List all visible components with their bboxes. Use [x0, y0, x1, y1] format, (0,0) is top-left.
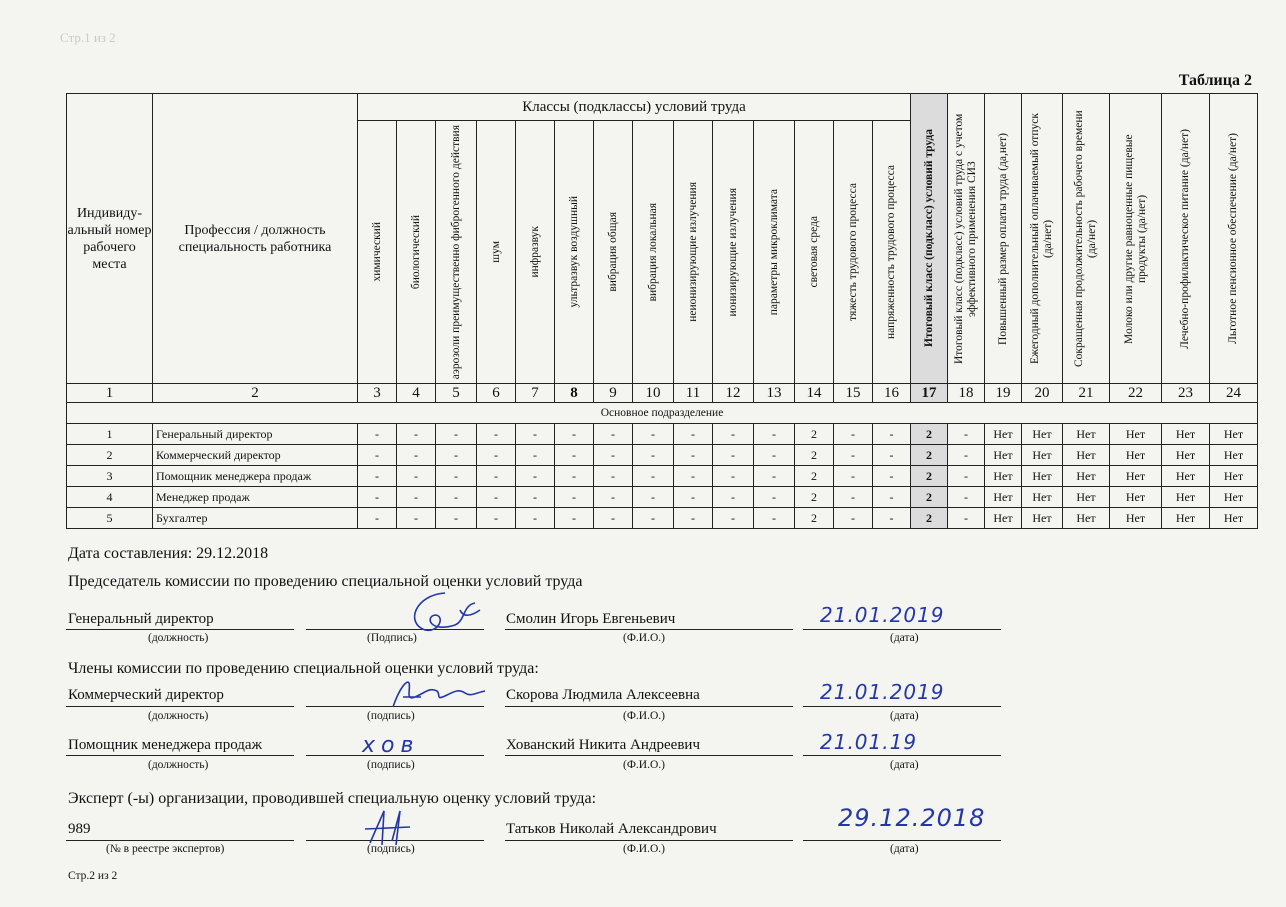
table-cell: -	[754, 445, 795, 466]
table-cell: -	[633, 487, 674, 508]
factor-header: световая среда	[795, 121, 834, 384]
header-extra-leave: Ежегодный дополнительный оплачиваемый отпуск (да/нет)	[1022, 94, 1063, 384]
label-fio: (Ф.И.О.)	[623, 632, 665, 644]
table-cell: -	[674, 445, 713, 466]
table-cell: -	[834, 445, 873, 466]
factor-header: инфразвук	[516, 121, 555, 384]
column-number: 7	[516, 384, 555, 403]
table-cell: Нет	[1162, 508, 1210, 529]
table-cell: 2	[795, 508, 834, 529]
table-cell: Нет	[985, 508, 1022, 529]
table-cell: Нет	[1022, 424, 1063, 445]
table-cell: -	[948, 424, 985, 445]
column-number: 23	[1162, 384, 1210, 403]
table-cell: Нет	[1210, 445, 1258, 466]
table-cell: Нет	[1110, 487, 1162, 508]
table-cell: Нет	[1162, 466, 1210, 487]
table-cell: Нет	[1210, 424, 1258, 445]
ghost-page-number: Стр.1 из 2	[60, 30, 116, 45]
table-cell: -	[358, 466, 397, 487]
members-title: Члены комиссии по проведению специальной оценки условий труда:	[68, 660, 539, 677]
table-cell: Нет	[985, 466, 1022, 487]
table-cell: Нет	[1110, 445, 1162, 466]
column-number: 11	[674, 384, 713, 403]
table-cell: 2	[911, 424, 948, 445]
table-cell: -	[948, 487, 985, 508]
table-cell: -	[674, 487, 713, 508]
factor-header: ионизирующие излучения	[713, 121, 754, 384]
table-title: Таблица 2	[1178, 72, 1252, 89]
column-number: 4	[397, 384, 436, 403]
table-cell: -	[948, 445, 985, 466]
label-date: (дата)	[890, 710, 919, 722]
table-cell: 2	[911, 487, 948, 508]
expert-name: Татьков Николай Александрович	[506, 821, 717, 837]
chair-position: Генеральный директор	[68, 611, 214, 627]
profession: Коммерческий директор	[153, 445, 358, 466]
table-cell: -	[754, 487, 795, 508]
label-registry: (№ в реестре экспертов)	[106, 843, 225, 855]
table-cell: -	[754, 508, 795, 529]
table-cell: -	[873, 508, 911, 529]
header-classes: Классы (подклассы) условий труда	[358, 94, 911, 121]
chair-title: Председатель комиссии по проведению специальной оценки условий труда	[68, 573, 583, 590]
label-signature: (Подпись)	[367, 632, 417, 644]
table-cell: -	[516, 508, 555, 529]
table-cell: Нет	[1022, 466, 1063, 487]
column-number: 10	[633, 384, 674, 403]
header-profession: Профессия / должность специальность работника	[153, 94, 358, 384]
chair-name: Смолин Игорь Евгеньевич	[506, 611, 676, 627]
column-number: 24	[1210, 384, 1258, 403]
label-fio: (Ф.И.О.)	[623, 710, 665, 722]
table-cell: -	[633, 508, 674, 529]
column-number: 22	[1110, 384, 1162, 403]
table-cell: -	[555, 466, 594, 487]
factor-header: вибрация общая	[594, 121, 633, 384]
chair-date-handwritten: 21.01.2019	[820, 603, 945, 627]
table-cell: -	[674, 466, 713, 487]
column-number: 18	[948, 384, 985, 403]
page-footer: Стр.2 из 2	[68, 870, 118, 882]
table-cell: -	[834, 466, 873, 487]
table-cell: -	[516, 445, 555, 466]
column-number: 9	[594, 384, 633, 403]
table-cell: -	[594, 424, 633, 445]
label-date: (дата)	[890, 843, 919, 855]
table-cell: -	[633, 445, 674, 466]
table-cell: -	[834, 424, 873, 445]
table-row	[67, 508, 1258, 529]
table-cell: -	[674, 424, 713, 445]
factor-header: биологический	[397, 121, 436, 384]
table-cell: -	[834, 487, 873, 508]
table-cell: -	[358, 424, 397, 445]
table-cell: -	[397, 487, 436, 508]
factor-header: тяжесть трудового процесса	[834, 121, 873, 384]
table-cell: -	[436, 466, 477, 487]
label-signature: (подпись)	[367, 710, 415, 722]
table-cell: -	[713, 487, 754, 508]
header-reduced-hours: Сокращенная продолжительность рабочего времени (да/нет)	[1063, 94, 1110, 384]
header-milk: Молоко или другие равноценные пищевые продукты (да/нет)	[1110, 94, 1162, 384]
table-cell: -	[713, 466, 754, 487]
table-cell: 2	[795, 466, 834, 487]
table-cell: -	[555, 424, 594, 445]
header-increased-pay: Повышенный размер оплаты труда (да,нет)	[985, 94, 1022, 384]
table-cell: -	[397, 424, 436, 445]
table-cell: -	[477, 424, 516, 445]
table-cell: 2	[795, 424, 834, 445]
table-cell: -	[948, 508, 985, 529]
table-row	[67, 466, 1258, 487]
table-cell: 2	[911, 445, 948, 466]
member2-signature: хов	[362, 733, 420, 758]
table-cell: -	[754, 466, 795, 487]
factor-header: напряженность трудового процесса	[873, 121, 911, 384]
table-cell: 2	[795, 445, 834, 466]
column-number: 1	[67, 384, 153, 403]
factor-header: вибрация локальная	[633, 121, 674, 384]
table-cell: Нет	[1022, 508, 1063, 529]
table-cell: -	[477, 508, 516, 529]
table-cell: -	[436, 445, 477, 466]
expert-date-handwritten: 29.12.2018	[838, 804, 986, 832]
column-number: 15	[834, 384, 873, 403]
table-cell: -	[873, 424, 911, 445]
label-date: (дата)	[890, 759, 919, 771]
member1-date-handwritten: 21.01.2019	[820, 680, 945, 704]
table-cell: -	[633, 466, 674, 487]
table-cell: Нет	[1022, 487, 1063, 508]
column-number: 6	[477, 384, 516, 403]
table-cell: -	[834, 508, 873, 529]
table-cell: -	[555, 445, 594, 466]
column-number-row	[67, 384, 1258, 403]
table-cell: Нет	[1063, 487, 1110, 508]
table-cell: Нет	[985, 487, 1022, 508]
column-number: 14	[795, 384, 834, 403]
header-pension: Льготное пенсионное обеспечение (да/нет)	[1210, 94, 1258, 384]
table-cell: 2	[911, 508, 948, 529]
table-cell: -	[555, 508, 594, 529]
table-cell: -	[873, 487, 911, 508]
label-position: (должность)	[148, 710, 209, 722]
member2-date-handwritten: 21.01.19	[820, 730, 918, 754]
table-cell: Нет	[1210, 487, 1258, 508]
column-number: 3	[358, 384, 397, 403]
table-cell: Нет	[1063, 508, 1110, 529]
table-cell: -	[516, 487, 555, 508]
table-cell: -	[674, 508, 713, 529]
profession: Генеральный директор	[153, 424, 358, 445]
table-cell: -	[436, 508, 477, 529]
compilation-date: Дата составления: 29.12.2018	[68, 545, 269, 562]
workplace-number: 5	[67, 508, 153, 529]
table-cell: -	[713, 424, 754, 445]
table-cell: -	[477, 466, 516, 487]
factor-header: ультразвук воздушный	[555, 121, 594, 384]
table-cell: -	[397, 445, 436, 466]
table-cell: Нет	[1162, 445, 1210, 466]
table-cell: -	[436, 487, 477, 508]
table-cell: -	[477, 487, 516, 508]
table-row	[67, 424, 1258, 445]
header-workplace-number: Индивиду-альный номер рабочего места	[67, 94, 153, 384]
table-cell: -	[516, 424, 555, 445]
column-number: 12	[713, 384, 754, 403]
workplace-number: 4	[67, 487, 153, 508]
expert-title: Эксперт (-ы) организации, проводившей специальную оценку условий труда:	[68, 790, 597, 807]
column-number: 20	[1022, 384, 1063, 403]
table-cell: Нет	[1063, 445, 1110, 466]
workplace-number: 3	[67, 466, 153, 487]
factor-header: неионизирующие излучения	[674, 121, 713, 384]
table-cell: Нет	[1110, 466, 1162, 487]
table-cell: Нет	[1063, 466, 1110, 487]
column-number: 8	[555, 384, 594, 403]
label-signature: (подпись)	[367, 843, 415, 855]
label-position: (должность)	[148, 632, 209, 644]
section-title: Основное подразделение	[67, 403, 1258, 424]
table-cell: -	[754, 424, 795, 445]
table-cell: Нет	[1210, 508, 1258, 529]
table-row	[67, 445, 1258, 466]
column-number: 5	[436, 384, 477, 403]
workplace-number: 2	[67, 445, 153, 466]
table-cell: -	[594, 487, 633, 508]
table-cell: Нет	[985, 424, 1022, 445]
member1-signature	[385, 675, 495, 715]
table-cell: -	[477, 445, 516, 466]
table-cell: Нет	[1210, 466, 1258, 487]
profession: Помощник менеджера продаж	[153, 466, 358, 487]
profession: Менеджер продаж	[153, 487, 358, 508]
column-number: 21	[1063, 384, 1110, 403]
table-cell: -	[358, 445, 397, 466]
sout-table	[66, 93, 1258, 529]
table-cell: Нет	[1162, 424, 1210, 445]
table-cell: -	[555, 487, 594, 508]
table-cell: -	[594, 445, 633, 466]
header-therapeutic-food: Лечебно-профилактическое питание (да/нет)	[1162, 94, 1210, 384]
member1-name: Скорова Людмила Алексеевна	[506, 687, 700, 703]
column-number: 17	[911, 384, 948, 403]
table-cell: -	[436, 424, 477, 445]
header-final-class-siz: Итоговый класс (подкласс) условий труда с учетом эффективного применения СИЗ	[948, 94, 985, 384]
label-signature: (подпись)	[367, 759, 415, 771]
factor-header: параметры микроклимата	[754, 121, 795, 384]
label-date: (дата)	[890, 632, 919, 644]
table-cell: 2	[911, 466, 948, 487]
column-number: 16	[873, 384, 911, 403]
table-cell: -	[358, 487, 397, 508]
profession: Бухгалтер	[153, 508, 358, 529]
factor-header: химический	[358, 121, 397, 384]
table-cell: -	[594, 466, 633, 487]
factor-header: аэрозоли преимущественно фиброгенного действия	[436, 121, 477, 384]
table-cell: Нет	[1110, 508, 1162, 529]
member2-position: Помощник менеджера продаж	[68, 737, 262, 753]
factor-header: шум	[477, 121, 516, 384]
header-final-class: Итоговый класс (подкласс) условий труда	[911, 94, 948, 384]
table-cell: -	[633, 424, 674, 445]
table-cell: -	[397, 508, 436, 529]
member1-position: Коммерческий директор	[68, 687, 224, 703]
table-cell: Нет	[1162, 487, 1210, 508]
table-cell: Нет	[985, 445, 1022, 466]
label-fio: (Ф.И.О.)	[623, 843, 665, 855]
expert-registry: 989	[68, 821, 91, 837]
column-number: 19	[985, 384, 1022, 403]
member2-name: Хованский Никита Андреевич	[506, 737, 700, 753]
column-number: 13	[754, 384, 795, 403]
table-cell: Нет	[1063, 424, 1110, 445]
column-number: 2	[153, 384, 358, 403]
table-cell: 2	[795, 487, 834, 508]
label-fio: (Ф.И.О.)	[623, 759, 665, 771]
table-cell: Нет	[1022, 445, 1063, 466]
table-cell: -	[873, 466, 911, 487]
table-cell: -	[397, 466, 436, 487]
table-cell: -	[358, 508, 397, 529]
table-cell: Нет	[1110, 424, 1162, 445]
table-cell: -	[516, 466, 555, 487]
table-cell: -	[948, 466, 985, 487]
table-cell: -	[713, 445, 754, 466]
workplace-number: 1	[67, 424, 153, 445]
table-cell: -	[713, 508, 754, 529]
table-cell: -	[873, 445, 911, 466]
label-position: (должность)	[148, 759, 209, 771]
table-row	[67, 487, 1258, 508]
table-cell: -	[594, 508, 633, 529]
